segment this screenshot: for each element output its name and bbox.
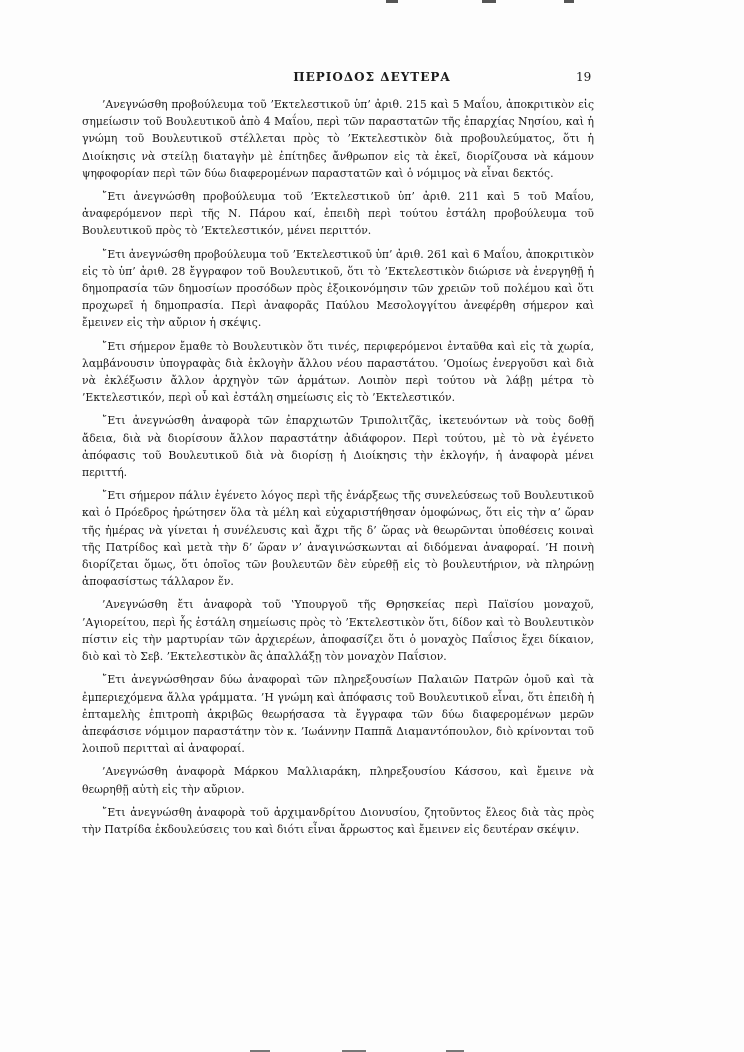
paragraph: ’Ανεγνώσθη ἔτι ἀναφορὰ τοῦ ‛Υπουργοῦ τῆς Θρησκείας περὶ Παϊσίου μοναχοῦ, ’Αγιορείτου, περὶ ἧς ἐστάλη σημείωσις πρὸς τὸ ’Εκτελεστικὸν ὅτι, δίδον καὶ τὸ Βουλευτικὸν πίστιν εἰς τὴν μαρτυρίαν τῶν ἀρχιερέων, ἀποφασίζει ὅτι ὁ μοναχὸς Παΐσιος ἔχει δίκαιον, διὸ καὶ τὸ Σεβ. ’Εκτελεστικὸν ἂς ἀπαλλάξῃ τὸν μοναχὸν Παΐσιον. — [82, 598, 594, 664]
page-number: 19 — [576, 70, 592, 84]
paragraph: ῎Ετι ἀνεγνώσθησαν δύω ἀναφοραὶ τῶν πληρεξουσίων Παλαιῶν Πατρῶν ὁμοῦ καὶ τὰ ἐμπεριεχόμενα ἄλλα γράμματα. ’Η γνώμη καὶ ἀπόφασις τοῦ Βουλευτικοῦ εἶναι, ὅτι ἐπειδὴ ἡ ἐπταμελὴς ἐπιτροπὴ ἀκριβῶς θεωρήσασα τὰ ἔγγραφα τῶν δύω διαφερομένων μερῶν ἀπεφάσισε νόμιμον παραστάτην τὸν κ. ’Ιωάννην Παππᾶ Διαμαντόπουλον, διὸ κρίνονται τοῦ λοιποῦ περιτταὶ αἱ ἀναφοραί. — [82, 673, 594, 756]
page-header — [0, 70, 744, 90]
scan-edge-mark — [386, 0, 398, 3]
paragraph: ῎Ετι ἀνεγνώσθη προβούλευμα τοῦ ’Εκτελεστικοῦ ὑπ’ ἀριθ. 211 καὶ 5 τοῦ Μαΐου, ἀναφερόμενον περὶ τῆς Ν. Πάρου καί, ἐπειδὴ περὶ τούτου ἐστάλη προβούλευμα τοῦ Βουλευτικοῦ πρὸς τὸ ’Εκτελεστικόν, μένει περιττόν. — [82, 190, 594, 238]
scan-edge-mark — [564, 0, 574, 3]
paragraph: ῎Ετι ἀνεγνώσθη προβούλευμα τοῦ ’Εκτελεστικοῦ ὑπ’ ἀριθ. 261 καὶ 6 Μαΐου, ἀποκριτικὸν εἰς τὸ ὑπ’ ἀριθ. 28 ἔγγραφον τοῦ Βουλευτικοῦ, ὅτι τὸ ’Εκτελεστικὸν διώρισε νὰ ἐνεργηθῇ ἡ δημοπρασία τῶν δημοσίων προσόδων πρὸς ἐξοικονόμησιν τῶν χρειῶν τοῦ πολέμου καὶ ὅτι προχωρεῖ ἡ δημοπρασία. Περὶ ἀναφορᾶς Παύλου Μεσολογγίτου ἀνεφέρθη σήμερον καὶ ἔμεινεν εἰς τὴν αὔριον ἡ σκέψις. — [82, 247, 594, 330]
paragraph: ῎Ετι σήμερον πάλιν ἐγένετο λόγος περὶ τῆς ἐνάρξεως τῆς συνελεύσεως τοῦ Βουλευτικοῦ καὶ ὁ Πρόεδρος ἠρώτησεν ὅλα τὰ μέλη καὶ εὐχαριστήθησαν ὁμοφώνως, ὅτι εἰς τὴν α’ ὥραν τῆς ἡμέρας νὰ γίνεται ἡ συνέλευσις καὶ ἄχρι τῆς δ’ ὥρας νὰ θεωρῶνται ὑποθέσεις κοιναὶ τῆς Πατρίδος καὶ μετὰ τὴν δ’ ὥραν ν’ ἀναγινώσκωνται αἱ διδόμεναι ἀναφοραί. ’Η ποινὴ διορίζεται ὅμως, ὅτι ὁποῖος τῶν βουλευτῶν δὲν εὑρεθῇ εἰς τὸ βουλευτήριον, νὰ πληρώνῃ ἀποφασίστως τάλλαρον ἕν. — [82, 489, 594, 589]
body-text — [82, 96, 594, 844]
paragraph: ῎Ετι ἀνεγνώσθη ἀναφορὰ τοῦ ἀρχιμανδρίτου Διονυσίου, ζητοῦντος ἔλεος διὰ τὰς πρὸς τὴν Πατρίδα ἐκδουλεύσεις του καὶ διότι εἶναι ἄρρωστος καὶ ἔμεινεν εἰς δευτέραν σκέψιν. — [82, 805, 594, 836]
scan-edge-mark — [482, 0, 496, 3]
paragraph: ῎Ετι σήμερον ἔμαθε τὸ Βουλευτικὸν ὅτι τινές, περιφερόμενοι ἐνταῦθα καὶ εἰς τὰ χωρία, λαμβάνουσιν ὑπογραφὰς διὰ ἐκλογὴν ἄλλου νέου παραστάτου. ’Ομοίως ἐνεργοῦσι καὶ διὰ νὰ ἐκλέξωσιν ἄλλον ἀρχηγὸν τῶν ἁρμάτων. Λοιπὸν περὶ τούτου νὰ λάβῃ μέτρα τὸ ’Εκτελεστικόν, περὶ οὗ καὶ ἐστάλη σημείωσις εἰς τὸ ’Εκτελεστικόν. — [82, 339, 594, 405]
running-title: ΠΕΡΙΟΔΟΣ ΔΕΥΤΕΡΑ — [293, 70, 451, 84]
paragraph: ῎Ετι ἀνεγνώσθη ἀναφορὰ τῶν ἐπαρχιωτῶν Τριπολιτζᾶς, ἱκετευόντων νὰ τοὺς δοθῇ ἄδεια, διὰ νὰ διορίσουν ἄλλον παραστάτην ἀδιάφορον. Περὶ τούτου, μὲ τὸ νὰ ἐγένετο ἀπόφασις τοῦ Βουλευτικοῦ διὰ νὰ διορίσῃ ἡ Διοίκησις τὴν ἐκλογήν, ἡ ἀναφορὰ μένει περιττή. — [82, 414, 594, 480]
paragraph: ’Ανεγνώσθη ἀναφορὰ Μάρκου Μαλλιαράκη, πληρεξουσίου Κάσσου, καὶ ἔμεινε νὰ θεωρηθῇ αὐτὴ εἰς τὴν αὔριον. — [82, 765, 594, 796]
paragraph: ’Ανεγνώσθη προβούλευμα τοῦ ’Εκτελεστικοῦ ὑπ’ ἀριθ. 215 καὶ 5 Μαΐου, ἀποκριτικὸν εἰς σημείωσιν τοῦ Βουλευτικοῦ ἀπὸ 4 Μαΐου, περὶ τῶν παραστατῶν τῆς ἐπαρχίας Νησίου, καὶ ἡ γνώμη τοῦ Βουλευτικοῦ στέλλεται πρὸς τὸ ’Εκτελεστικὸν διὰ προβουλεύματος, ὅτι ἡ Διοίκησις νὰ στείλῃ διαταγὴν μὲ ἐπίτηδες ἄνθρωπον εἰς τὰ ἐκεῖ, διορίζουσα νὰ κάμουν ψηφοφορίαν περὶ τῶν δύω διαφερομένων παραστατῶν καὶ ὁ νόμιμος νὰ εἶναι δεκτός. — [82, 98, 594, 180]
